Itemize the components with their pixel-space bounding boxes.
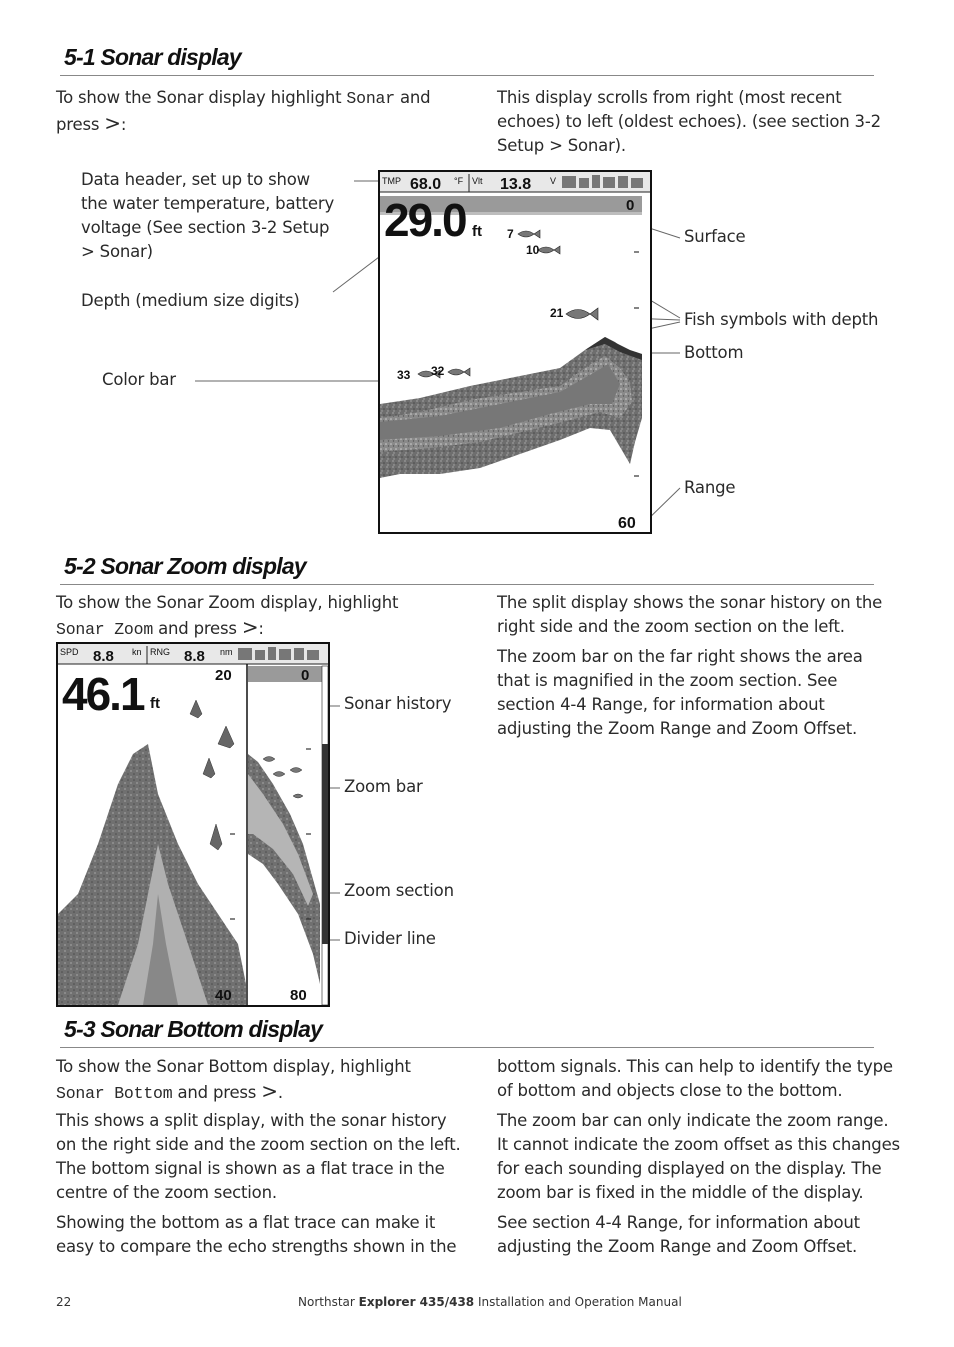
fish-depth-3: 21 [550, 306, 564, 320]
s3-bottom-signals-note: bottom signals. This can help to identify the type of bottom and objects close to the bottom. [497, 1057, 893, 1100]
s2-zoombar-note: The zoom bar on the far right shows the area that is magnified in the zoom section. See section 4-4 Range, for information about adjusting the Zoom Range and Zoom Offset. [497, 647, 863, 738]
callout-data-header: Data header, set up to show the water temperature, battery voltage (See section 3-2 Setup > Sonar) [81, 170, 335, 261]
sonar-zoom-screen [56, 642, 330, 1007]
callout-surface: Surface [684, 227, 746, 246]
fish-depth-5: 32 [431, 364, 445, 378]
hdr-tmp-value: 68.0 [410, 176, 442, 193]
callout-range: Range [684, 478, 736, 497]
hdr-tmp-label: TMP [382, 176, 401, 186]
s3-range-note: See section 4-4 Range, for information about adjusting the Zoom Range and Zoom Offset. [497, 1213, 860, 1256]
zoom-depth-readout: 46.1 [62, 668, 144, 720]
s2-split-note: The split display shows the sonar history on the right side and the zoom section on the left. [497, 593, 883, 636]
s3-zoombar-note: The zoom bar can only indicate the zoom range. It cannot indicate the zoom offset as this changes for each sounding displayed on the display. The zoom bar is fixed in the middle of the display. [497, 1111, 900, 1202]
section-5-3-rule [60, 1047, 874, 1048]
zoom-scale-bottom: 40 [215, 987, 232, 1004]
zoom-depth-unit: ft [150, 695, 160, 712]
hdr-spd-label: SPD [60, 647, 79, 657]
fish-depth-1: 7 [507, 227, 514, 241]
scale-top: 0 [626, 197, 635, 214]
fish-depth-2: 10 [526, 243, 540, 257]
callout-zoom-bar: Zoom bar [344, 777, 423, 796]
s3-split-note: This shows a split display, with the sonar history on the right side and the zoom section on the left. The bottom signal is shown as a flat trace in the centre of the zoom section. [56, 1111, 461, 1202]
history-scale-bottom: 80 [290, 987, 307, 1004]
s3-flat-trace-note: Showing the bottom as a flat trace can make it easy to compare the echo strengths shown in the [56, 1213, 457, 1256]
zoom-scale-top: 20 [215, 667, 232, 684]
zoom-bar [322, 744, 328, 944]
sonar-screen-graphic [380, 172, 650, 532]
hdr-rng-value: 8.8 [184, 648, 205, 665]
hdr-rng-unit: nm [220, 647, 233, 657]
depth-unit: ft [472, 223, 482, 240]
hdr-rng-label: RNG [150, 647, 170, 657]
hdr-vlt-unit: V [550, 176, 557, 186]
hdr-tmp-unit: °F [454, 176, 464, 186]
callout-depth: Depth (medium size digits) [81, 291, 300, 310]
callout-sonar-history: Sonar history [344, 694, 452, 713]
fish-symbols [397, 227, 598, 382]
s3-intro: To show the Sonar Bottom display, highlight Sonar Bottom and press >. [56, 1057, 411, 1103]
callout-fish: Fish symbols with depth [684, 310, 879, 329]
fish-depth-4: 33 [397, 368, 411, 382]
section-5-3-title: 5-3 Sonar Bottom display [64, 1016, 323, 1042]
callout-color-bar: Color bar [102, 370, 176, 389]
section-5-1-title: 5-1 Sonar display [64, 44, 241, 70]
hdr-vlt-value: 13.8 [500, 176, 532, 193]
sonar-zoom-graphic [58, 644, 328, 1005]
callout-zoom-section: Zoom section [344, 881, 454, 900]
callout-divider-line: Divider line [344, 929, 436, 948]
callout-bottom: Bottom [684, 343, 744, 362]
hdr-spd-value: 8.8 [93, 648, 114, 665]
hdr-vlt-label: Vlt [472, 176, 483, 186]
s2-intro: To show the Sonar Zoom display, highlight Sonar Zoom and press >: [56, 593, 399, 639]
footer-title: Northstar Explorer 435/438 Installation and Operation Manual [298, 1295, 682, 1309]
history-scale-top: 0 [301, 667, 310, 684]
range-readout: 60 [618, 515, 636, 532]
section-5-2-title: 5-2 Sonar Zoom display [64, 553, 306, 579]
depth-readout: 29.0 [384, 194, 466, 246]
s1-intro: To show the Sonar display highlight Sonar and press >: [56, 88, 431, 135]
page-number: 22 [56, 1295, 72, 1309]
hdr-spd-unit: kn [132, 647, 142, 657]
s1-scroll-note: This display scrolls from right (most recent echoes) to left (oldest echoes). (see section 3-2 Setup > Sonar). [497, 88, 881, 155]
section-5-2-rule [60, 584, 874, 585]
sonar-screen [378, 170, 652, 534]
